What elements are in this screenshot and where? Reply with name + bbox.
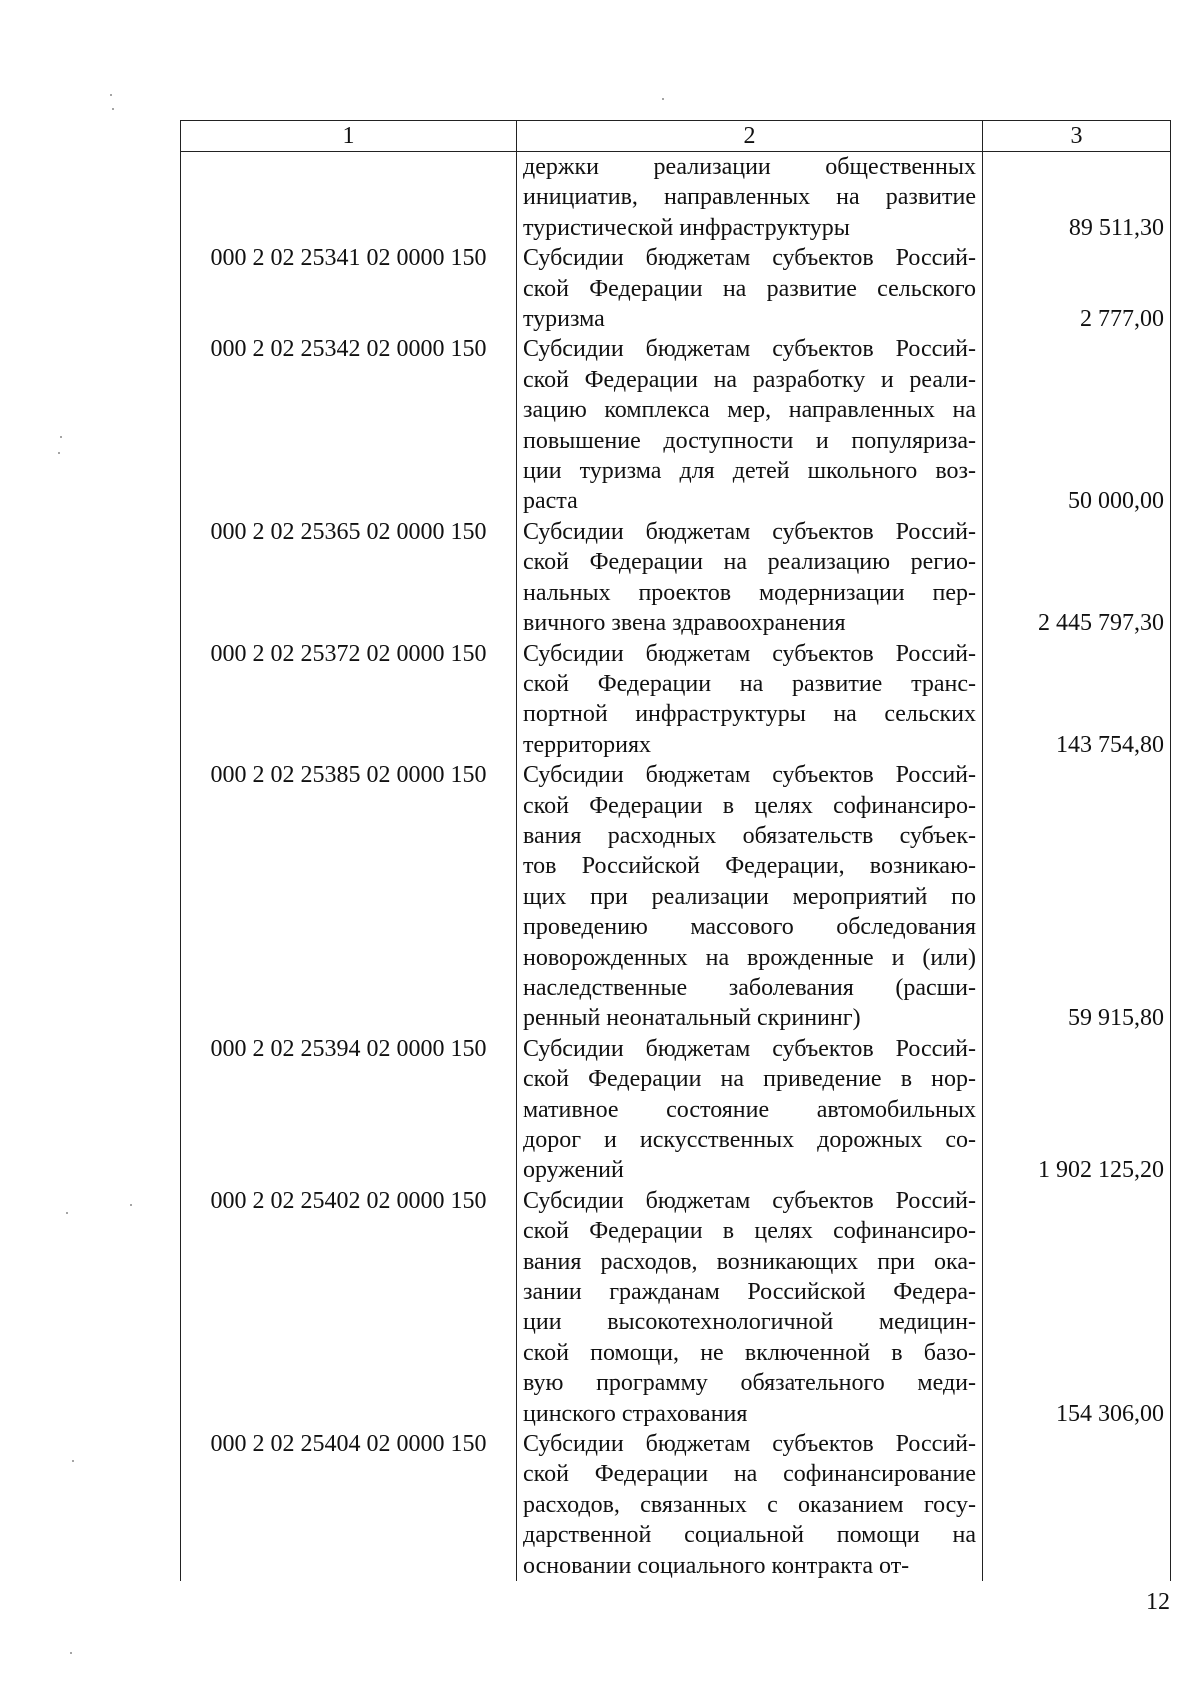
description-line: Субсидии бюджетам субъектов Россий- xyxy=(523,336,976,363)
description-line: туристической инфраструктуры xyxy=(523,214,850,241)
budget-code: 000 2 02 25342 02 0000 150 xyxy=(181,334,517,516)
table-row xyxy=(181,152,1171,244)
budget-code: 000 2 02 25372 02 0000 150 xyxy=(181,639,517,761)
header-row xyxy=(181,121,1171,152)
description-line: держки реализации общественных xyxy=(523,154,976,180)
table-row xyxy=(181,1429,1171,1581)
table-header xyxy=(181,121,1171,152)
budget-code: 000 2 02 25365 02 0000 150 xyxy=(181,517,517,639)
description-line: новорожденных на врожденные и (или) xyxy=(523,944,976,971)
budget-code: 000 2 02 25341 02 0000 150 xyxy=(181,243,517,334)
budget-amount: 59 915,80 xyxy=(1068,1005,1164,1032)
budget-amount-cell xyxy=(983,1429,1171,1581)
description-line: наследственные заболевания (расши- xyxy=(523,974,976,1001)
description-line: ции высокотехнологичной медицин- xyxy=(523,1309,976,1336)
description-line: инициатив, направленных на развитие xyxy=(523,184,976,211)
description-line: основании социального контракта от- xyxy=(523,1552,910,1579)
description-line: цинского страхования xyxy=(523,1400,748,1427)
description-line: дарственной социальной помощи на xyxy=(523,1522,976,1549)
column-header-1: 1 xyxy=(181,121,517,152)
scan-speck xyxy=(60,436,62,438)
description-line: оружений xyxy=(523,1157,624,1184)
budget-amount: 1 902 125,20 xyxy=(1038,1157,1164,1184)
description-line: ской Федерации на развитие сельского xyxy=(523,275,976,302)
description-line: портной инфраструктуры на сельских xyxy=(523,701,976,728)
description-line: щих при реализации мероприятий по xyxy=(523,883,976,910)
table-row xyxy=(181,1186,1171,1429)
scan-speck xyxy=(70,1652,72,1654)
budget-amount-cell xyxy=(983,639,1171,761)
description-line: мативное состояние автомобильных xyxy=(523,1096,976,1123)
budget-description xyxy=(517,517,983,639)
table-row xyxy=(181,517,1171,639)
budget-amount-cell xyxy=(983,334,1171,516)
description-line: территориях xyxy=(523,731,652,758)
budget-table xyxy=(180,120,1171,1581)
description-line: зацию комплекса мер, направленных на xyxy=(523,397,976,424)
table-body xyxy=(181,152,1171,1582)
table-row xyxy=(181,1034,1171,1186)
description-line: повышение доступности и популяриза- xyxy=(523,427,976,454)
description-line: вичного звена здравоохранения xyxy=(523,610,846,637)
description-line: ции туризма для детей школьного воз- xyxy=(523,458,976,485)
description-line: ской Федерации на развитие транс- xyxy=(523,670,976,697)
description-line: Субсидии бюджетам субъектов Россий- xyxy=(523,245,976,272)
budget-amount: 154 306,00 xyxy=(1056,1400,1164,1427)
budget-amount-cell xyxy=(983,152,1171,244)
budget-amount: 89 511,30 xyxy=(1068,214,1164,241)
scan-speck xyxy=(130,1204,132,1206)
budget-amount-cell xyxy=(983,1034,1171,1186)
description-line: дорог и искусственных дорожных со- xyxy=(523,1127,976,1153)
table-row xyxy=(181,334,1171,516)
description-line: ской Федерации в целях софинансиро- xyxy=(523,1218,976,1245)
description-line: тов Российской Федерации, возникаю- xyxy=(523,853,976,880)
description-line: ренный неонатальный скрининг) xyxy=(523,1005,861,1032)
description-line: туризма xyxy=(523,306,605,333)
budget-code: 000 2 02 25385 02 0000 150 xyxy=(181,760,517,1034)
description-line: ской Федерации в целях софинансиро- xyxy=(523,792,976,819)
table-row xyxy=(181,243,1171,334)
budget-amount-cell xyxy=(983,243,1171,334)
scan-speck xyxy=(110,94,112,96)
budget-description xyxy=(517,243,983,334)
scan-speck xyxy=(58,452,60,454)
scan-speck xyxy=(112,108,114,110)
description-line: Субсидии бюджетам субъектов Россий- xyxy=(523,762,976,789)
budget-description xyxy=(517,1034,983,1186)
description-line: нальных проектов модернизации пер- xyxy=(523,579,976,606)
description-line: Субсидии бюджетам субъектов Россий- xyxy=(523,518,976,545)
budget-code: 000 2 02 25404 02 0000 150 xyxy=(181,1429,517,1581)
description-line: ской помощи, не включенной в базо- xyxy=(523,1339,976,1366)
description-line: ской Федерации на софинансирование xyxy=(523,1461,976,1488)
budget-description xyxy=(517,639,983,761)
description-line: расходов, связанных с оказанием госу- xyxy=(523,1491,976,1518)
budget-amount-cell xyxy=(983,517,1171,639)
page-number: 12 xyxy=(1146,1589,1170,1615)
budget-description xyxy=(517,152,983,244)
scan-speck xyxy=(72,1460,74,1462)
budget-amount: 50 000,00 xyxy=(1068,488,1164,515)
budget-amount-cell xyxy=(983,1186,1171,1429)
description-line: Субсидии бюджетам субъектов Россий- xyxy=(523,640,976,667)
description-line: Субсидии бюджетам субъектов Россий- xyxy=(523,1035,976,1062)
description-line: Субсидии бюджетам субъектов Россий- xyxy=(523,1187,976,1214)
budget-amount: 2 777,00 xyxy=(1080,306,1164,333)
budget-description xyxy=(517,1429,983,1581)
description-line: Субсидии бюджетам субъектов Россий- xyxy=(523,1431,976,1458)
budget-description xyxy=(517,760,983,1034)
description-line: ской Федерации на реализацию регио- xyxy=(523,549,976,576)
table-row xyxy=(181,639,1171,761)
budget-amount-cell xyxy=(983,760,1171,1034)
description-line: проведению массового обследования xyxy=(523,914,976,941)
column-header-2: 2 xyxy=(517,121,983,152)
description-line: ской Федерации на разработку и реали- xyxy=(523,366,976,393)
description-line: вую программу обязательного меди- xyxy=(523,1370,976,1397)
table-row xyxy=(181,760,1171,1034)
budget-code: 000 2 02 25394 02 0000 150 xyxy=(181,1034,517,1186)
description-line: раста xyxy=(523,488,578,515)
budget-description xyxy=(517,1186,983,1429)
budget-description xyxy=(517,334,983,516)
budget-code xyxy=(181,152,517,244)
scan-speck xyxy=(66,1212,68,1214)
description-line: вания расходов, возникающих при ока- xyxy=(523,1248,976,1275)
column-header-3: 3 xyxy=(983,121,1171,152)
description-line: зании гражданам Российской Федера- xyxy=(523,1279,976,1306)
scan-speck xyxy=(662,98,664,100)
budget-code: 000 2 02 25402 02 0000 150 xyxy=(181,1186,517,1429)
description-line: ской Федерации на приведение в нор- xyxy=(523,1066,976,1093)
budget-amount: 2 445 797,30 xyxy=(1038,610,1164,637)
description-line: вания расходных обязательств субъек- xyxy=(523,822,976,849)
budget-amount: 143 754,80 xyxy=(1056,731,1164,758)
